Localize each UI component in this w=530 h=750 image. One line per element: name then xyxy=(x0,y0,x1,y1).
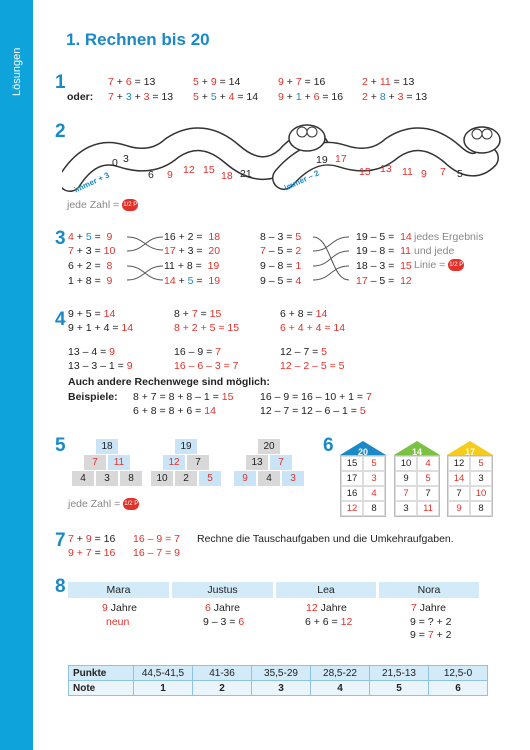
task-3-number: 3 xyxy=(55,228,66,249)
task-4-eq: 13 – 3 – 1 = 9 xyxy=(68,360,133,372)
house-cell: 16 xyxy=(341,486,363,501)
task-3-eq: 1 + 8 = 9 xyxy=(68,275,113,287)
pyramid-cell: 11 xyxy=(108,455,130,470)
task-5-number: 5 xyxy=(55,435,66,456)
house-cell: 14 xyxy=(448,471,470,486)
points-cell: 12,5-0 xyxy=(429,666,488,681)
points-cell: 41-36 xyxy=(193,666,252,681)
task-1-oder: oder: xyxy=(67,91,94,103)
task-4-eq: 8 + 7 = 15 xyxy=(174,308,222,320)
house-cell: 5 xyxy=(470,456,492,471)
age-value: 9 Jahre xyxy=(102,602,138,614)
task-3-eq: 4 + 5 = 9 xyxy=(68,231,113,243)
house-cell: 8 xyxy=(363,501,385,516)
task-4-eq: 16 – 9 = 7 xyxy=(174,346,222,358)
name-header: Lea xyxy=(276,582,376,598)
snake-2-label: immer – 2 xyxy=(282,168,321,193)
task-4-example: 16 – 9 = 16 – 10 + 1 = 7 xyxy=(260,391,372,403)
task-3-eq: 6 + 2 = 8 xyxy=(68,260,113,272)
task-4-eq: 13 – 4 = 9 xyxy=(68,346,116,358)
pyramid-cell: 13 xyxy=(246,455,268,470)
snake-value: 15 xyxy=(203,164,215,176)
page-title: 1. Rechnen bis 20 xyxy=(66,30,210,49)
task-3-eq: 16 + 2 = 18 xyxy=(164,231,221,243)
points-row xyxy=(69,666,488,681)
pyramid-1 xyxy=(72,439,144,487)
age-calc: 9 – 3 = 6 xyxy=(203,616,245,628)
task-1-eq: 5 + 9 = 14 xyxy=(193,76,241,88)
task-4-eq: 9 + 1 + 4 = 14 xyxy=(68,322,134,334)
house-cell: 12 xyxy=(341,501,363,516)
snake-value: 15 xyxy=(359,166,371,178)
pyramid-cell: 7 xyxy=(187,455,209,470)
house-cell: 9 xyxy=(448,501,470,516)
grade-row xyxy=(69,681,488,696)
task-3-note: jedes Ergebnis xyxy=(414,231,484,243)
pyramid-3 xyxy=(234,439,306,487)
house-cell: 10 xyxy=(470,486,492,501)
task-3-note: Linie = 1/2 P xyxy=(414,259,464,271)
house-grid xyxy=(394,455,440,517)
pyramid-cell: 7 xyxy=(84,455,106,470)
age-calc: 9 = 7 + 2 xyxy=(410,629,452,641)
house-cell: 7 xyxy=(417,486,439,501)
task-4-eq: 16 – 6 – 3 = 7 xyxy=(174,360,239,372)
grade-cell: 4 xyxy=(311,681,370,696)
task-4-example: 6 + 8 = 8 + 6 = 14 xyxy=(133,405,216,417)
task-4-eq: 12 – 7 = 5 xyxy=(280,346,328,358)
house-grid xyxy=(447,455,493,517)
task-4-eq: 8 + 2 + 5 = 15 xyxy=(174,322,240,334)
house-cell: 11 xyxy=(417,501,439,516)
task-4-example: 12 – 7 = 12 – 6 – 1 = 5 xyxy=(260,405,366,417)
snake-value: 9 xyxy=(421,168,427,180)
task-1-eq: 7 + 6 = 13 xyxy=(108,76,156,88)
task-1-eq: 7 + 3 + 3 = 13 xyxy=(108,91,174,103)
house-cell: 9 xyxy=(395,471,417,486)
age-calc: 9 = ? + 2 xyxy=(410,616,452,628)
name-header: Justus xyxy=(172,582,273,598)
task-4-eq: 6 + 8 = 14 xyxy=(280,308,328,320)
house-cell: 3 xyxy=(470,471,492,486)
pyramid-cell: 20 xyxy=(258,439,280,454)
points-badge: 1/2 P xyxy=(123,498,139,510)
snake-1-label: immer + 3 xyxy=(72,170,111,195)
task-7-eq: 16 – 9 = 7 xyxy=(133,533,180,545)
age-calc: 6 + 6 = 12 xyxy=(305,616,353,628)
task-3-eq: 17 + 3 = 20 xyxy=(164,245,221,257)
pyramid-cell: 7 xyxy=(270,455,292,470)
task-4-eq: 12 – 2 – 5 = 5 xyxy=(280,360,345,372)
age-calc: neun xyxy=(106,616,130,628)
task-4-alt: Auch andere Rechenwege sind möglich: xyxy=(68,376,270,388)
snake-head-1 xyxy=(289,125,325,151)
number-house xyxy=(394,441,440,517)
pyramid-cell: 3 xyxy=(96,471,118,486)
task-3-note: und jede xyxy=(414,245,455,257)
house-cell: 7 xyxy=(448,486,470,501)
task-3-lines-right xyxy=(311,230,351,288)
pyramid-cell: 10 xyxy=(151,471,173,486)
snake-value: 0 xyxy=(112,157,118,169)
task-1-eq: 2 + 11 = 13 xyxy=(362,76,415,88)
task-1-eq: 5 + 5 + 4 = 14 xyxy=(193,91,259,103)
task-7-eq: 7 + 9 = 16 xyxy=(68,533,116,545)
pyramid-cell: 2 xyxy=(175,471,197,486)
task-3-eq: 19 – 8 = 11 xyxy=(356,245,411,257)
task-3-eq: 9 – 8 = 1 xyxy=(260,260,302,272)
task-1-eq: 9 + 1 + 6 = 16 xyxy=(278,91,344,103)
age-value: 7 Jahre xyxy=(411,602,447,614)
grade-label: Note xyxy=(69,681,134,696)
task-1-eq: 2 + 8 + 3 = 13 xyxy=(362,91,428,103)
snake-value: 12 xyxy=(183,164,195,176)
pyramid-cell: 5 xyxy=(199,471,221,486)
task-7-text: Rechne die Tauschaufgaben und die Umkehraufgaben. xyxy=(197,533,454,545)
age-value: 6 Jahre xyxy=(205,602,241,614)
name-header: Nora xyxy=(379,582,479,598)
house-cell: 3 xyxy=(363,471,385,486)
task-3-eq: 14 + 5 = 19 xyxy=(164,275,221,287)
grade-cell: 3 xyxy=(252,681,311,696)
pyramid-cell: 9 xyxy=(234,471,256,486)
snake-value: 17 xyxy=(335,153,347,165)
points-badge: 1/2 P xyxy=(448,259,464,271)
grade-cell: 1 xyxy=(134,681,193,696)
task-5-note: jede Zahl = 1/2 P xyxy=(68,498,139,510)
snake-value: 5 xyxy=(457,168,463,180)
points-cell: 21,5-13 xyxy=(370,666,429,681)
pyramid-cell: 4 xyxy=(72,471,94,486)
pyramid-cell: 12 xyxy=(163,455,185,470)
task-8-number: 8 xyxy=(55,576,66,597)
task-3-eq: 17 – 5 = 12 xyxy=(356,275,412,287)
pyramid-2 xyxy=(151,439,223,487)
snake-value: 19 xyxy=(316,154,328,166)
pyramid-cell: 18 xyxy=(96,439,118,454)
house-cell: 15 xyxy=(341,456,363,471)
sidebar-label: Lösungen xyxy=(11,47,23,96)
points-badge: 1/2 P xyxy=(122,199,138,211)
pyramid-cell: 8 xyxy=(120,471,142,486)
grading-table xyxy=(68,665,488,696)
snake-value: 21 xyxy=(240,168,252,180)
task-4-eq: 9 + 5 = 14 xyxy=(68,308,116,320)
house-cell: 12 xyxy=(448,456,470,471)
number-house xyxy=(340,441,386,517)
snake-value: 7 xyxy=(440,166,446,178)
house-roof-number: 14 xyxy=(411,447,422,457)
task-7-eq: 9 + 7 = 16 xyxy=(68,547,116,559)
snake-value: 11 xyxy=(402,166,413,178)
pyramid-cell: 4 xyxy=(258,471,280,486)
house-cell: 7 xyxy=(395,486,417,501)
task-3-lines-left xyxy=(125,230,165,288)
snake-value: 18 xyxy=(221,170,233,182)
task-1-number: 1 xyxy=(55,72,66,93)
house-cell: 3 xyxy=(395,501,417,516)
house-grid xyxy=(340,455,386,517)
snake-value: 6 xyxy=(148,169,154,181)
house-cell: 8 xyxy=(470,501,492,516)
snake-value: 13 xyxy=(380,163,392,175)
task-3-eq: 7 – 5 = 2 xyxy=(260,245,302,257)
task-3-eq: 18 – 3 = 15 xyxy=(356,260,412,272)
name-header: Mara xyxy=(68,582,169,598)
task-2-number: 2 xyxy=(55,121,66,142)
points-cell: 35,5-29 xyxy=(252,666,311,681)
snake-value: 3 xyxy=(123,153,129,165)
task-3-eq: 11 + 8 = 19 xyxy=(164,260,220,272)
task-2-note: jede Zahl = 1/2 P xyxy=(67,199,138,211)
house-roof-number: 17 xyxy=(464,447,475,457)
house-cell: 10 xyxy=(395,456,417,471)
points-cell: 28,5-22 xyxy=(311,666,370,681)
pyramid-cell: 3 xyxy=(282,471,304,486)
number-house xyxy=(447,441,493,517)
age-value: 12 Jahre xyxy=(306,602,347,614)
pyramid-cell: 19 xyxy=(175,439,197,454)
task-3-eq: 19 – 5 = 14 xyxy=(356,231,412,243)
task-7-eq: 16 – 7 = 9 xyxy=(133,547,180,559)
points-label: Punkte xyxy=(69,666,134,681)
task-7-number: 7 xyxy=(55,530,66,551)
task-3-eq: 9 – 5 = 4 xyxy=(260,275,302,287)
house-cell: 5 xyxy=(363,456,385,471)
snake-head-2 xyxy=(464,127,500,153)
task-3-eq: 7 + 3 = 10 xyxy=(68,245,116,257)
snake-value: 9 xyxy=(167,169,173,181)
grade-cell: 2 xyxy=(193,681,252,696)
grade-cell: 5 xyxy=(370,681,429,696)
task-4-beispiele: Beispiele: xyxy=(68,391,118,403)
grade-cell: 6 xyxy=(429,681,488,696)
house-cell: 4 xyxy=(363,486,385,501)
task-4-number: 4 xyxy=(55,309,66,330)
task-4-example: 8 + 7 = 8 + 8 – 1 = 15 xyxy=(133,391,234,403)
task-6-number: 6 xyxy=(323,435,334,456)
points-cell: 44,5-41,5 xyxy=(134,666,193,681)
house-roof-number: 20 xyxy=(357,447,368,457)
sidebar xyxy=(0,0,33,750)
task-1-eq: 9 + 7 = 16 xyxy=(278,76,326,88)
task-4-eq: 6 + 4 + 4 = 14 xyxy=(280,322,346,334)
task-3-eq: 8 – 3 = 5 xyxy=(260,231,302,243)
house-cell: 4 xyxy=(417,456,439,471)
house-cell: 17 xyxy=(341,471,363,486)
house-cell: 5 xyxy=(417,471,439,486)
